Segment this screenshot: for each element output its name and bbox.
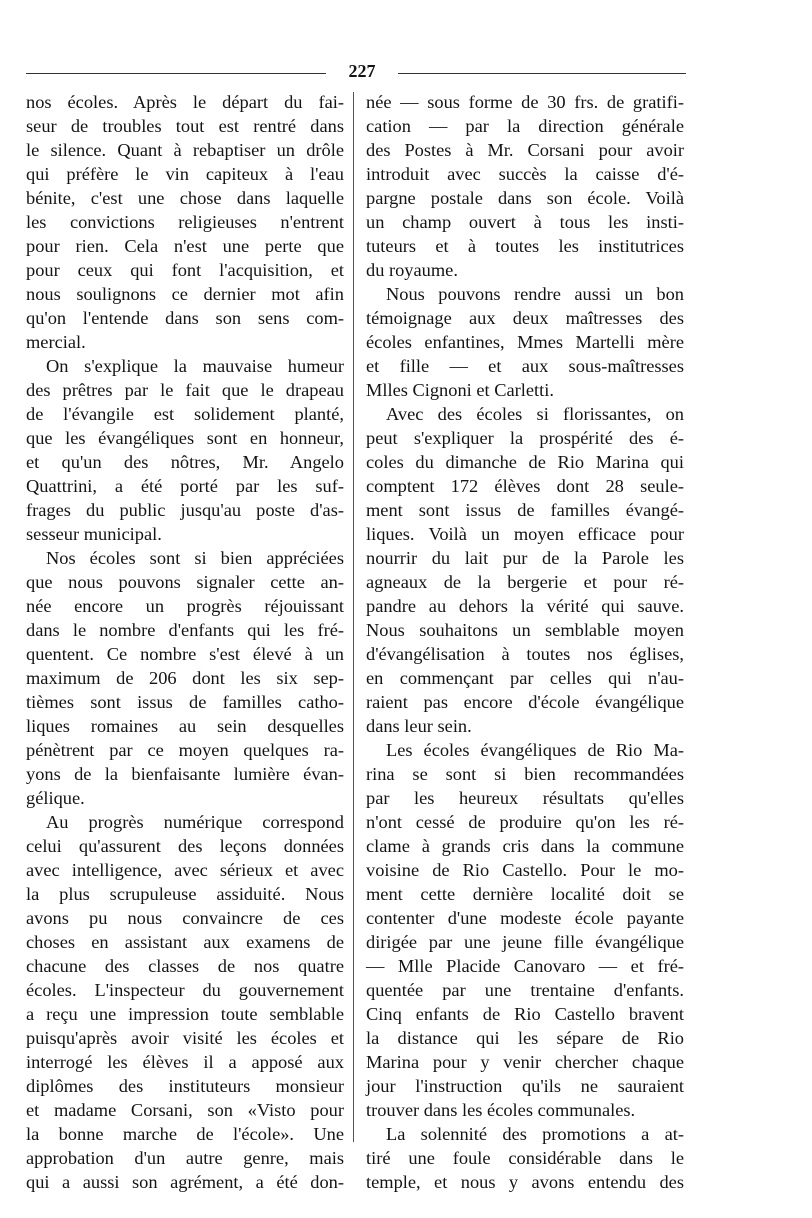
text-line: Marina pour y venir chercher chaque (366, 1052, 684, 1072)
text-line: du royaume. (366, 260, 458, 280)
column-divider (353, 92, 354, 1142)
text-line: que les évangéliques sont en honneur, (26, 428, 344, 448)
text-line: le silence. Quant à rebaptiser un drôle (26, 140, 344, 160)
page-number: 227 (348, 61, 376, 81)
text-line: nourrir du lait pur de la Parole les (366, 548, 684, 568)
text-line: tuteurs et à toutes les institutrices (366, 236, 684, 256)
text-line: introduit avec succès la caisse d'é- (366, 164, 684, 184)
text-line: Cinq enfants de Rio Castello bravent (366, 1004, 684, 1024)
text-line: et madame Corsani, son «Visto pour (26, 1100, 344, 1120)
text-line: maximum de 206 dont les six sep- (26, 668, 344, 688)
text-line: et fille — et aux sous-maîtresses (366, 356, 684, 376)
text-line: quentent. Ce nombre s'est élevé à un (26, 644, 344, 664)
text-line: n'ont cessé de produire qu'on les ré- (366, 812, 684, 832)
text-line: la bonne marche de l'école». Une (26, 1124, 344, 1144)
text-line: en commençant par celles qui n'au- (366, 668, 684, 688)
text-line: agneaux de la bergerie et pour ré- (366, 572, 684, 592)
text-line: — Mlle Placide Canovaro — et fré- (366, 956, 684, 976)
text-line: la distance qui les sépare de Rio (366, 1028, 684, 1048)
text-line: temple, et nous y avons entendu des (366, 1172, 684, 1192)
text-line: tièmes sont issus de familles catho- (26, 692, 344, 712)
text-line: trouver dans les écoles communales. (366, 1100, 636, 1120)
text-line: dans le nombre d'enfants qui les fré- (26, 620, 344, 640)
text-line: Au progrès numérique correspond (46, 812, 344, 832)
text-line: dans leur sein. (366, 716, 472, 736)
text-line: que nous pouvons signaler cette an- (26, 572, 344, 592)
text-line: pénètrent par ce moyen quelques ra- (26, 740, 344, 760)
text-line: rina se sont si bien recommandées (366, 764, 684, 784)
text-line: Les écoles évangéliques de Rio Ma- (386, 740, 684, 760)
text-line: diplômes des instituteurs monsieur (26, 1076, 344, 1096)
text-line: frages du public jusqu'au poste d'as- (26, 500, 344, 520)
text-line: choses en assistant aux examens de (26, 932, 344, 952)
text-line: des prêtres par le fait que le drapeau (26, 380, 344, 400)
text-line: Quattrini, a été porté par les suf- (26, 476, 344, 496)
text-line: raient pas encore d'école évangélique (366, 692, 684, 712)
text-line: Avec des écoles si florissantes, on (386, 404, 684, 424)
text-line: comptent 172 élèves dont 28 seule- (366, 476, 684, 496)
header-rule-left (26, 73, 326, 74)
text-line: liques romaines au sein desquelles (26, 716, 344, 736)
text-line: tiré une foule considérable dans le (366, 1148, 684, 1168)
text-line: pour ceux qui font l'acquisition, et (26, 260, 344, 280)
text-line: celui qu'assurent des leçons données (26, 836, 344, 856)
text-line: témoignage aux deux maîtresses des (366, 308, 684, 328)
text-line: approbation d'un autre genre, mais (26, 1148, 344, 1168)
text-line: mercial. (26, 332, 86, 352)
text-line: Nous pouvons rendre aussi un bon (386, 284, 684, 304)
text-line: qu'on l'entende dans son sens com- (26, 308, 344, 328)
text-line: écoles enfantines, Mmes Martelli mère (366, 332, 684, 352)
text-line: des Postes à Mr. Corsani pour avoir (366, 140, 684, 160)
text-line: interrogé les élèves il a apposé aux (26, 1052, 344, 1072)
text-line: contenter d'une modeste école payante (366, 908, 684, 928)
text-line: un champ ouvert à tous les insti- (366, 212, 684, 232)
text-line: Nos écoles sont si bien appréciées (46, 548, 344, 568)
text-line: yons de la bienfaisante lumière évan- (26, 764, 344, 784)
text-line: les convictions religieuses n'entrent (26, 212, 344, 232)
text-line: quentée par une trentaine d'enfants. (366, 980, 684, 1000)
text-line: a reçu une impression toute semblable (26, 1004, 344, 1024)
text-line: pandre au dehors la vérité qui sauve. (366, 596, 684, 616)
text-line: avons pu nous convaincre de ces (26, 908, 344, 928)
text-line: pargne postale dans son école. Voilà (366, 188, 684, 208)
text-line: la plus scrupuleuse assiduité. Nous (26, 884, 344, 904)
text-line: chacune des classes de nos quatre (26, 956, 344, 976)
text-line: peut s'expliquer la prospérité des é- (366, 428, 684, 448)
text-line: Mlles Cignoni et Carletti. (366, 380, 554, 400)
text-line: clame à grands cris dans la commune (366, 836, 684, 856)
text-line: Nous souhaitons un semblable moyen (366, 620, 684, 640)
text-line: qui a aussi son agrément, a été don- (26, 1172, 344, 1192)
text-line: écoles. L'inspecteur du gouvernement (26, 980, 344, 1000)
text-line: coles du dimanche de Rio Marina qui (366, 452, 684, 472)
text-line: d'évangélisation à toutes nos églises, (366, 644, 684, 664)
text-line: gélique. (26, 788, 85, 808)
text-line: de l'évangile est solidement planté, (26, 404, 344, 424)
page-header (26, 60, 686, 84)
text-line: par les heureux résultats qu'elles (366, 788, 684, 808)
text-line: née — sous forme de 30 frs. de gratifi- (366, 92, 684, 112)
text-line: jour l'instruction qu'ils ne sauraient (366, 1076, 684, 1096)
text-line: ment cette dernière localité doit se (366, 884, 684, 904)
text-line: et qu'un des nôtres, Mr. Angelo (26, 452, 344, 472)
text-line: puisqu'après avoir visité les écoles et (26, 1028, 344, 1048)
text-line: dirigée par une jeune fille évangélique (366, 932, 684, 952)
text-line: bénite, c'est une chose dans laquelle (26, 188, 344, 208)
text-line: nos écoles. Après le départ du fai- (26, 92, 344, 112)
text-line: qui préfère le vin capiteux à l'eau (26, 164, 344, 184)
left-column (26, 90, 344, 1194)
text-line: pour rien. Cela n'est une perte que (26, 236, 344, 256)
header-rule-right (398, 73, 686, 74)
text-line: avec intelligence, avec sérieux et avec (26, 860, 344, 880)
text-line: sesseur municipal. (26, 524, 162, 544)
text-line: La solennité des promotions a at- (386, 1124, 684, 1144)
text-line: voisine de Rio Castello. Pour le mo- (366, 860, 684, 880)
text-line: née encore un progrès réjouissant (26, 596, 344, 616)
right-column (366, 90, 684, 1194)
text-line: seur de troubles tout est rentré dans (26, 116, 344, 136)
text-line: cation — par la direction générale (366, 116, 684, 136)
text-line: nous soulignons ce dernier mot afin (26, 284, 344, 304)
text-line: liques. Voilà un moyen efficace pour (366, 524, 684, 544)
text-line: ment sont issus de familles évangé- (366, 500, 684, 520)
text-line: On s'explique la mauvaise humeur (46, 356, 344, 376)
